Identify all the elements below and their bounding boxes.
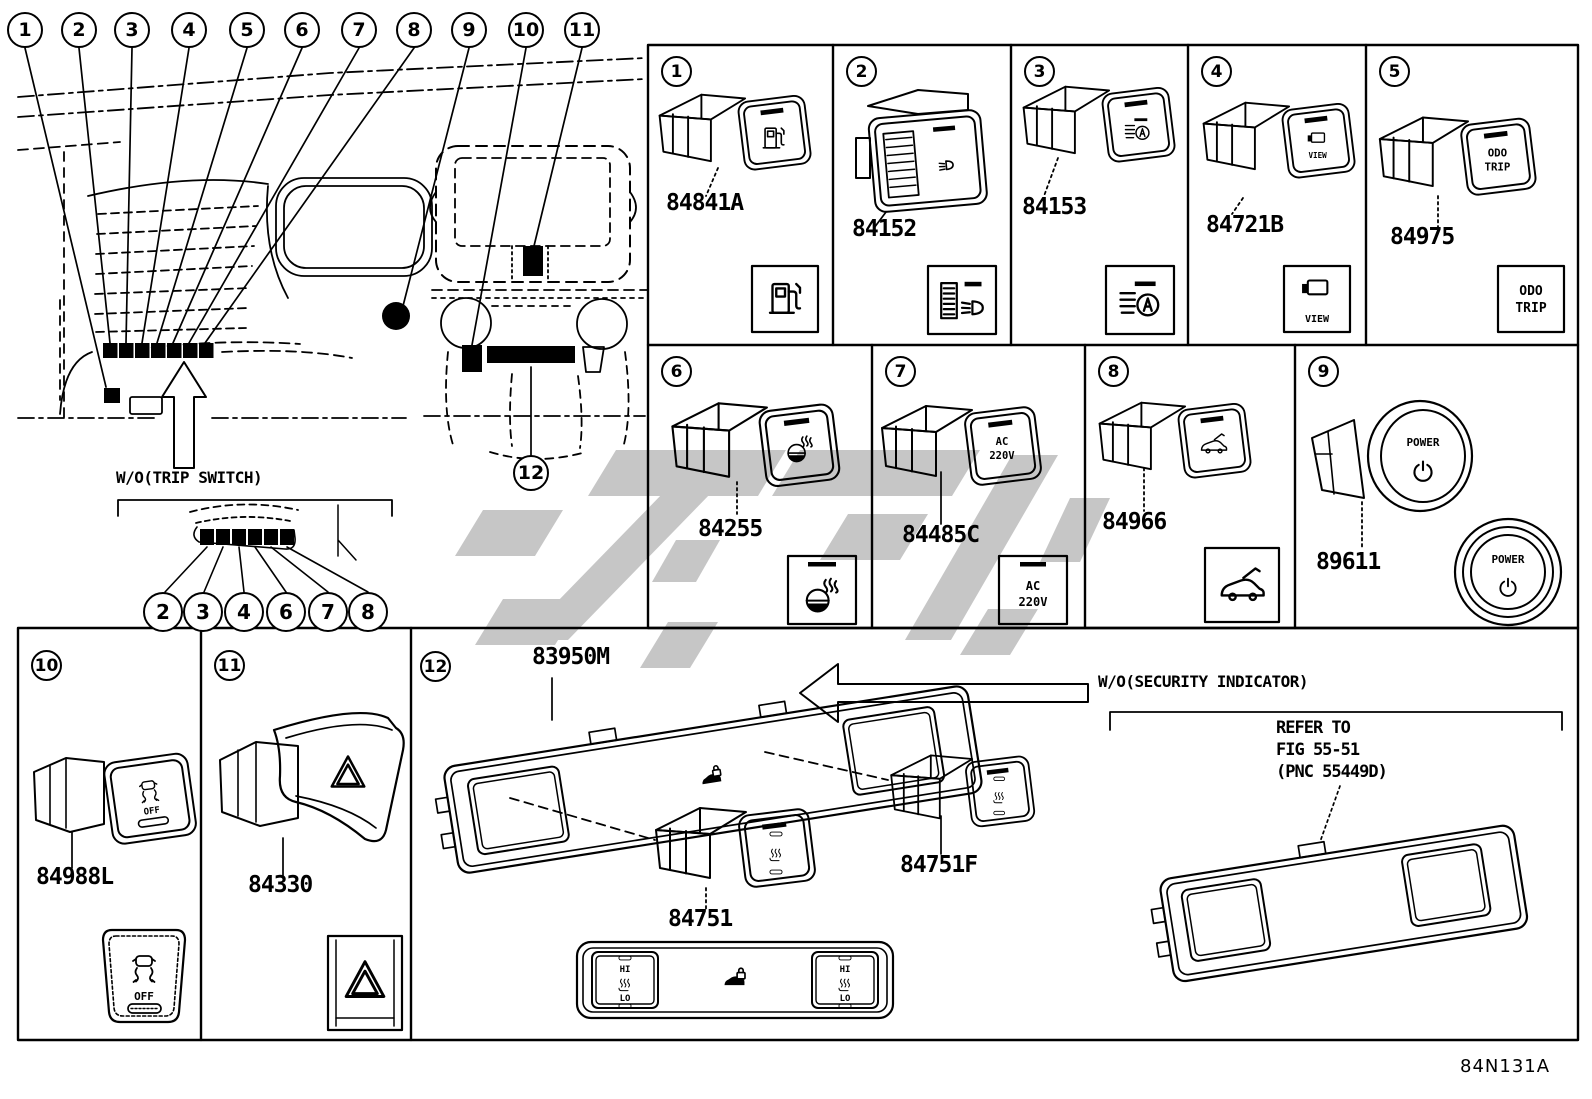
cell-5-badge: 5 — [1379, 56, 1410, 87]
wo-security-indicator-label: W/O(SECURITY INDICATOR) — [1098, 672, 1309, 691]
esc-box-off-label: OFF — [134, 990, 154, 1003]
part-number-84153: 84153 — [1022, 194, 1087, 220]
dashboard-perspective-view — [18, 58, 645, 418]
callout-12: 12 — [513, 455, 549, 491]
part-number-84988L: 84988L — [36, 864, 114, 890]
odo-box-line1: ODO — [1519, 284, 1543, 299]
security-lock-car-icon — [700, 765, 722, 784]
refer-to-line1: REFER TO — [1276, 718, 1350, 738]
ac-face-line2: 220V — [989, 450, 1015, 462]
cell-7-badge: 7 — [885, 356, 916, 387]
callout-1: 1 — [7, 12, 43, 48]
trip-callout-7: 7 — [308, 592, 348, 632]
part-number-84975: 84975 — [1390, 224, 1455, 250]
figure-code: 84N131A — [1460, 1056, 1551, 1077]
cell-1-badge: 1 — [661, 56, 692, 87]
traction-off-switch-drawing — [34, 752, 197, 845]
headlight-leveling-switch-drawing — [856, 90, 988, 213]
part-number-84152: 84152 — [852, 216, 917, 242]
switch-bank-squares — [103, 343, 214, 403]
power-ring-label: POWER — [1491, 553, 1525, 566]
view-face-label: VIEW — [1308, 150, 1327, 160]
heated-steering-icon-box — [788, 556, 856, 624]
traction-off-icon-shape — [103, 930, 185, 1022]
refer-to-line3: (PNC 55449D) — [1276, 762, 1387, 782]
callout-3: 3 — [114, 12, 150, 48]
callout-10: 10 — [508, 12, 544, 48]
callout-4: 4 — [171, 12, 207, 48]
up-arrow — [162, 362, 206, 468]
part-number-84330: 84330 — [248, 872, 313, 898]
cell-8-badge: 8 — [1098, 356, 1129, 387]
odo-box-line2: TRIP — [1515, 301, 1547, 316]
auto-high-beam-switch-drawing — [1024, 87, 1176, 163]
trip-callout-8: 8 — [348, 592, 388, 632]
ac-outlet-switch-drawing — [882, 406, 1042, 486]
cell-9-badge: 9 — [1308, 356, 1339, 387]
odo-trip-switch-drawing — [1380, 117, 1537, 195]
heater-hi-label-right: HI — [839, 965, 851, 975]
console-front-view — [430, 146, 648, 459]
headlight-leveling-icon-box — [928, 266, 996, 334]
hazard-icon-box — [328, 936, 402, 1030]
cell-2-badge: 2 — [846, 56, 877, 87]
part-number-84255: 84255 — [698, 516, 763, 542]
cell-10-badge: 10 — [31, 650, 62, 681]
callout-8: 8 — [396, 12, 432, 48]
callout-11: 11 — [564, 12, 600, 48]
auto-high-beam-icon-box — [1106, 266, 1174, 334]
refer-to-line2: FIG 55-51 — [1276, 740, 1360, 760]
liftgate-switch-drawing — [1100, 403, 1252, 479]
part-number-84751F: 84751F — [900, 852, 978, 878]
ac-outlet-icon-box — [999, 556, 1067, 624]
switch-panel-wo-security-drawing — [1145, 812, 1529, 984]
power-face-label: POWER — [1406, 436, 1440, 449]
cell-11-badge: 11 — [214, 650, 245, 681]
ac-face-line1: AC — [995, 436, 1009, 448]
part-number-84966: 84966 — [1102, 509, 1167, 535]
callout-5: 5 — [229, 12, 265, 48]
direction-arrow — [800, 664, 1088, 722]
ac-box-line1: AC — [1025, 579, 1041, 593]
odo-trip-icon-box — [1498, 266, 1564, 332]
part-number-84751: 84751 — [668, 906, 733, 932]
wo-trip-switch-label: W/O(TRIP SWITCH) — [116, 468, 263, 487]
part-number-84485C: 84485C — [902, 522, 980, 548]
heater-lo-label-left: LO — [619, 994, 631, 1004]
power-switch-location-dot — [382, 302, 410, 330]
part-number-84721B: 84721B — [1206, 212, 1284, 238]
callout-6: 6 — [284, 12, 320, 48]
ac-box-line2: 220V — [1018, 595, 1048, 609]
security-lock-car-icon — [725, 968, 745, 985]
callout-9: 9 — [451, 12, 487, 48]
part-number-83950M: 83950M — [532, 644, 610, 670]
trip-callout-6: 6 — [266, 592, 306, 632]
seat-heater-switch-84751F-drawing — [891, 755, 1035, 827]
trip-callout-2: 2 — [143, 592, 183, 632]
trip-callout-4: 4 — [224, 592, 264, 632]
liftgate-icon-box — [1205, 548, 1279, 622]
fuel-lid-icon-box — [752, 266, 818, 332]
camera-view-icon-box — [1284, 266, 1350, 332]
switch-panel-83950M-drawing — [429, 673, 983, 876]
view-box-label: VIEW — [1304, 314, 1330, 325]
odo-face-line2: TRIP — [1484, 160, 1511, 174]
cell-4-badge: 4 — [1201, 56, 1232, 87]
odo-face-line1: ODO — [1487, 146, 1508, 160]
cell-6-badge: 6 — [661, 356, 692, 387]
part-number-84841A: 84841A — [666, 190, 744, 216]
heater-lo-label-right: LO — [839, 994, 851, 1004]
seat-heater-switch-84751-drawing — [656, 808, 816, 888]
trip-callout-3: 3 — [183, 592, 223, 632]
fuel-lid-switch-drawing — [660, 95, 812, 171]
power-start-switch-drawing — [1312, 401, 1472, 511]
callout-7: 7 — [341, 12, 377, 48]
seat-heater-panel-front-view — [577, 942, 893, 1018]
cell-3-badge: 3 — [1024, 56, 1055, 87]
hazard-switch-drawing — [220, 713, 404, 841]
callout-2: 2 — [61, 12, 97, 48]
power-ring-icon — [1455, 519, 1561, 625]
camera-view-switch-drawing — [1204, 103, 1356, 179]
heater-hi-label-left: HI — [619, 965, 631, 975]
part-number-89611: 89611 — [1316, 549, 1381, 575]
cell-12-badge: 12 — [420, 651, 451, 682]
esc-face-off-label: OFF — [143, 805, 161, 818]
heated-steering-switch-drawing — [672, 403, 840, 487]
